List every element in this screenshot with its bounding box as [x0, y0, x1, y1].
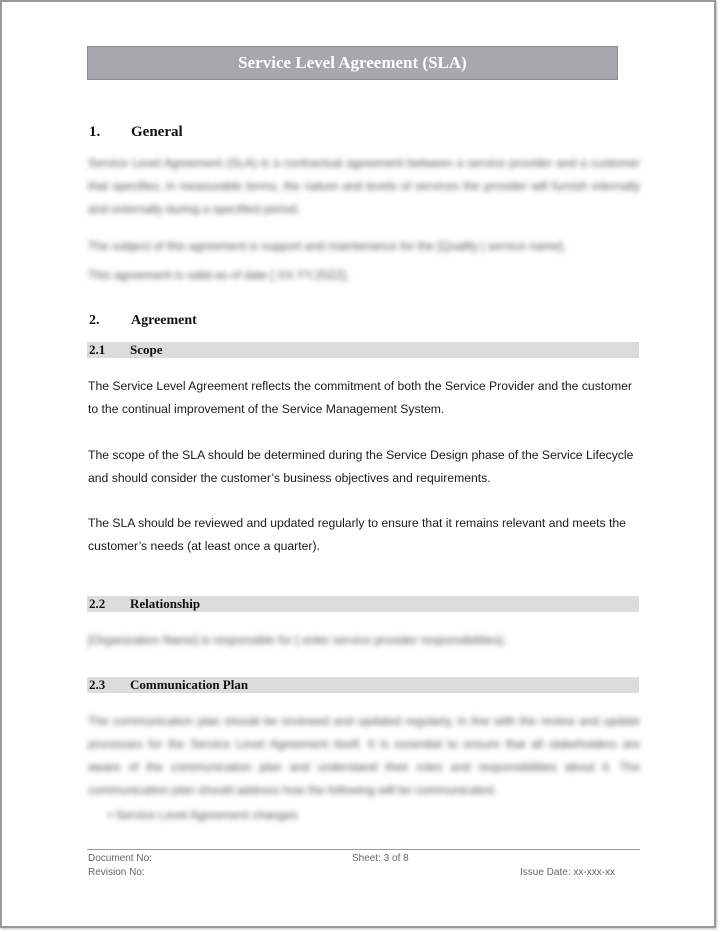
subsection-title: Scope [130, 342, 163, 357]
section-heading-agreement [89, 313, 197, 329]
section-number: 1. [89, 124, 101, 140]
scope-paragraph: The scope of the SLA should be determined during the Service Design phase of the Service Lifecycle and should consider the customer’s business objectives and requirements. [88, 448, 634, 485]
footer-document-no: Document No: [88, 853, 152, 864]
footer-issue-date: Issue Date: xx-xxx-xx [520, 867, 616, 878]
subsection-number: 2.1 [89, 342, 106, 357]
bullet-text: Service Level Agreement changes [115, 808, 298, 822]
blurred-paragraph: The subject of this agreement is support and maintenance for the [Quality | service name]. [88, 239, 567, 253]
section-title: General [131, 124, 183, 140]
blurred-paragraph: This agreement is valid as of date [ XX.YY.20ZZ]. [88, 268, 350, 282]
subsection-number: 2.2 [89, 596, 106, 611]
document-title-bar [87, 46, 618, 80]
subsection-heading-scope [87, 342, 639, 358]
blurred-paragraph: Service Level Agreement (SLA) is a contractual agreement between a service provider and a customer that specifies, in measurable terms, the nature and levels of services the provider will furnish internally and externally during a specified period. [88, 156, 640, 216]
bullet-icon: • [108, 808, 116, 822]
subsection-title: Communication Plan [130, 677, 249, 692]
document-title: Service Level Agreement (SLA) [238, 53, 467, 72]
scope-paragraph: The SLA should be reviewed and updated regularly to ensure that it remains relevant and meets the customer’s needs (at least once a quarter). [88, 516, 626, 553]
subsection-heading-communication-plan [87, 677, 639, 693]
footer-sheet-number: Sheet: 3 of 8 [352, 853, 409, 864]
footer-divider [87, 849, 640, 850]
subsection-title: Relationship [130, 596, 201, 611]
blurred-paragraph: The communication plan should be reviewed and updated regularly, in line with the review and update processes for the Service Level Agreement itself. It is essential to ensure that all stakeholders are aware of the communication plan and understand their roles and responsibilities about it. The communication plan should address how the following will be communicated: [88, 714, 640, 797]
section-number: 2. [89, 313, 100, 328]
blurred-bullet-item [88, 804, 660, 827]
footer-revision-no: Revision No: [88, 867, 145, 878]
section-heading-general [89, 124, 183, 141]
blurred-paragraph: [Organization Name] is responsible for [ enter service provider responsibilities]. [88, 633, 507, 647]
subsection-heading-relationship [87, 596, 639, 612]
subsection-number: 2.3 [89, 677, 106, 692]
scope-paragraph: The Service Level Agreement reflects the commitment of both the Service Provider and the customer to the continual improvement of the Service Management System. [88, 379, 632, 416]
section-title: Agreement [131, 313, 197, 328]
